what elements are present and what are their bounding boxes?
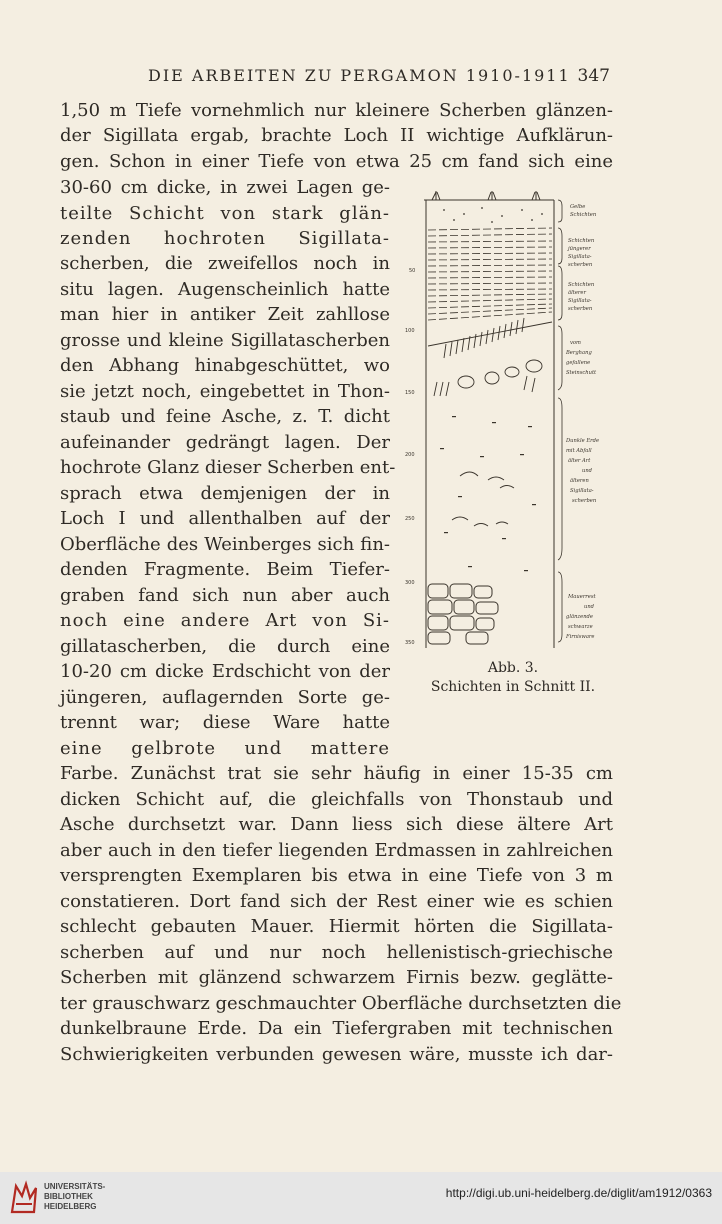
- annotation-text: scherben: [568, 262, 593, 268]
- annotation-text: scherben: [572, 498, 597, 504]
- text-line: staub und feine Asche, z. T. dicht: [60, 406, 390, 427]
- layer-dark-earth: [440, 416, 536, 571]
- annotation-text: vom: [570, 340, 581, 346]
- annotation-text: schwarze: [568, 624, 593, 630]
- depth-tick: 200: [405, 452, 415, 458]
- library-name: [44, 1182, 105, 1212]
- text-line: situ lagen. Augenscheinlich hatte: [60, 279, 390, 300]
- depth-scale: [405, 268, 415, 646]
- permalink-url[interactable]: http://digi.ub.uni-heidelberg.de/diglit/am1912/0363: [445, 1186, 712, 1200]
- figure-caption-label: Abb. 3.: [487, 660, 539, 676]
- text-line: versprengten Exemplaren bis etwa in eine Tiefe von 3 m: [60, 865, 613, 886]
- figure-caption-text: Schichten in Schnitt II.: [430, 679, 596, 695]
- text-line: trennt war; diese Ware hatte: [60, 712, 390, 733]
- text-line: grosse und kleine Sigillatascherben: [60, 330, 390, 351]
- page-number: 347: [577, 66, 610, 86]
- text-line: gillatascherben, die durch eine: [60, 636, 390, 657]
- text-line: dunkelbraune Erde. Da ein Tiefergraben mit technischen: [60, 1018, 613, 1039]
- annotation-text: Dunkle Erde: [566, 438, 600, 444]
- depth-tick: 150: [405, 390, 415, 396]
- text-line: denden Fragmente. Beim Tiefer-: [60, 559, 390, 580]
- depth-tick: 300: [405, 580, 415, 586]
- text-line: schlecht gebauten Mauer. Hiermit hörten die Sigillata-: [60, 916, 613, 937]
- text-line: scherben auf und nur noch hellenistisch-griechische: [60, 942, 613, 963]
- annotation-text: Steinschutt: [566, 370, 597, 376]
- annotation-text: scherben: [568, 306, 593, 312]
- text-line: Asche durchsetzt war. Dann liess sich diese ältere Art: [60, 814, 613, 835]
- annotation-text: Gelbe: [570, 204, 586, 210]
- text-line: Loch I und allenthalben auf der: [60, 508, 390, 529]
- text-line: scherben, die zweifellos noch in: [60, 253, 390, 274]
- annotation-text: Schichten: [570, 212, 597, 218]
- text-line: sprach etwa demjenigen der in: [60, 483, 390, 504]
- text-line: gen. Schon in einer Tiefe von etwa 25 cm fand sich eine: [60, 151, 613, 172]
- text-line: dicken Schicht auf, die gleichfalls von Thonstaub und: [60, 789, 613, 810]
- annotation-text: älter Art: [568, 458, 591, 464]
- text-line: der Sigillata ergab, brachte Loch II wichtige Aufklärun-: [60, 125, 613, 146]
- text-line: 1,50 m Tiefe vornehmlich nur kleinere Scherben glänzen-: [60, 100, 613, 121]
- sherd-fragments: [452, 472, 514, 526]
- text-line: aber auch in den tiefer liegenden Erdmassen in zahlreichen: [60, 840, 613, 861]
- annotation-text: gefallene: [566, 360, 591, 366]
- text-line: sie jetzt noch, eingebettet in Thon-: [60, 381, 390, 402]
- text-line: 10-20 cm dicke Erdschicht von der: [60, 661, 390, 682]
- annotation-text: Sigillata-: [568, 298, 592, 304]
- ground-surface: [424, 191, 554, 200]
- text-line: Oberfläche des Weinberges sich fin-: [60, 534, 390, 555]
- annotation-text: Berghang: [566, 350, 592, 356]
- university-library-logo: [8, 1180, 40, 1216]
- text-line: noch eine andere Art von Si-: [60, 610, 390, 631]
- library-name-line: BIBLIOTHEK: [44, 1192, 93, 1201]
- text-line: 30-60 cm dicke, in zwei Lagen ge-: [60, 177, 390, 198]
- text-line: den Abhang hinabgeschüttet, wo: [60, 355, 390, 376]
- running-head-title: DIE ARBEITEN ZU PERGAMON 1910-1911: [148, 66, 571, 85]
- annotation-text: Firnisware: [566, 634, 595, 640]
- library-name-line: UNIVERSITÄTS-: [44, 1182, 106, 1191]
- text-line: jüngeren, auflagernden Sorte ge-: [60, 687, 390, 708]
- annotation-brackets: [558, 200, 562, 642]
- text-line: man hier in antiker Zeit zahllose: [60, 304, 390, 325]
- depth-tick: 250: [405, 516, 415, 522]
- depth-tick: 350: [405, 640, 415, 646]
- text-line: Schwierigkeiten verbunden gewesen wäre, musste ich dar-: [60, 1044, 613, 1065]
- annotation-text: Schichten: [568, 282, 595, 288]
- annotation-text: Mauerrest: [568, 594, 596, 600]
- annotation-text: älterer: [568, 290, 586, 296]
- text-line: hochrote Glanz dieser Scherben ent-: [60, 457, 396, 478]
- text-line: eine gelbrote und mattere: [60, 738, 390, 759]
- depth-tick: 50: [409, 268, 416, 274]
- text-line: constatieren. Dort fand sich der Rest einer wie es schien: [60, 891, 613, 912]
- annotation-text: Sigillata-: [568, 254, 592, 260]
- annotation-text: und: [584, 604, 595, 610]
- library-name-line: HEIDELBERG: [44, 1202, 97, 1211]
- annotation-text: Schichten: [568, 238, 595, 244]
- text-line: aufeinander gedrängt lagen. Der: [60, 432, 390, 453]
- annotation-text: glänzende: [566, 614, 593, 620]
- section-walls: [426, 200, 554, 648]
- annotation-text: jüngerer: [568, 246, 591, 252]
- text-line: teilte Schicht von stark glän-: [60, 203, 390, 224]
- annotation-text: Sigillata-: [570, 488, 594, 494]
- layer-dotted: [443, 207, 543, 223]
- layer-hatched: [428, 228, 552, 320]
- text-line: graben fand sich nun aber auch: [60, 585, 390, 606]
- running-head: [60, 66, 616, 94]
- text-line: zenden hochroten Sigillata-: [60, 228, 390, 249]
- wall-remains: [428, 584, 498, 644]
- layer-stones: [428, 318, 552, 396]
- text-line: Scherben mit glänzend schwarzem Firnis bezw. geglätte-: [60, 967, 613, 988]
- depth-tick: 100: [405, 328, 415, 334]
- digital-library-footer: [0, 1172, 722, 1224]
- annotation-text: und: [582, 468, 593, 474]
- text-line: Farbe. Zunächst trat sie sehr häufig in einer 15-35 cm: [60, 763, 613, 784]
- layer-annotations: [565, 204, 599, 640]
- stratigraphy-figure: [404, 186, 622, 660]
- annotation-text: älteren: [570, 478, 589, 484]
- annotation-text: mit Abfall: [566, 448, 592, 454]
- text-line: ter grauschwarz geschmauchter Oberfläche durchsetzten die: [60, 993, 622, 1014]
